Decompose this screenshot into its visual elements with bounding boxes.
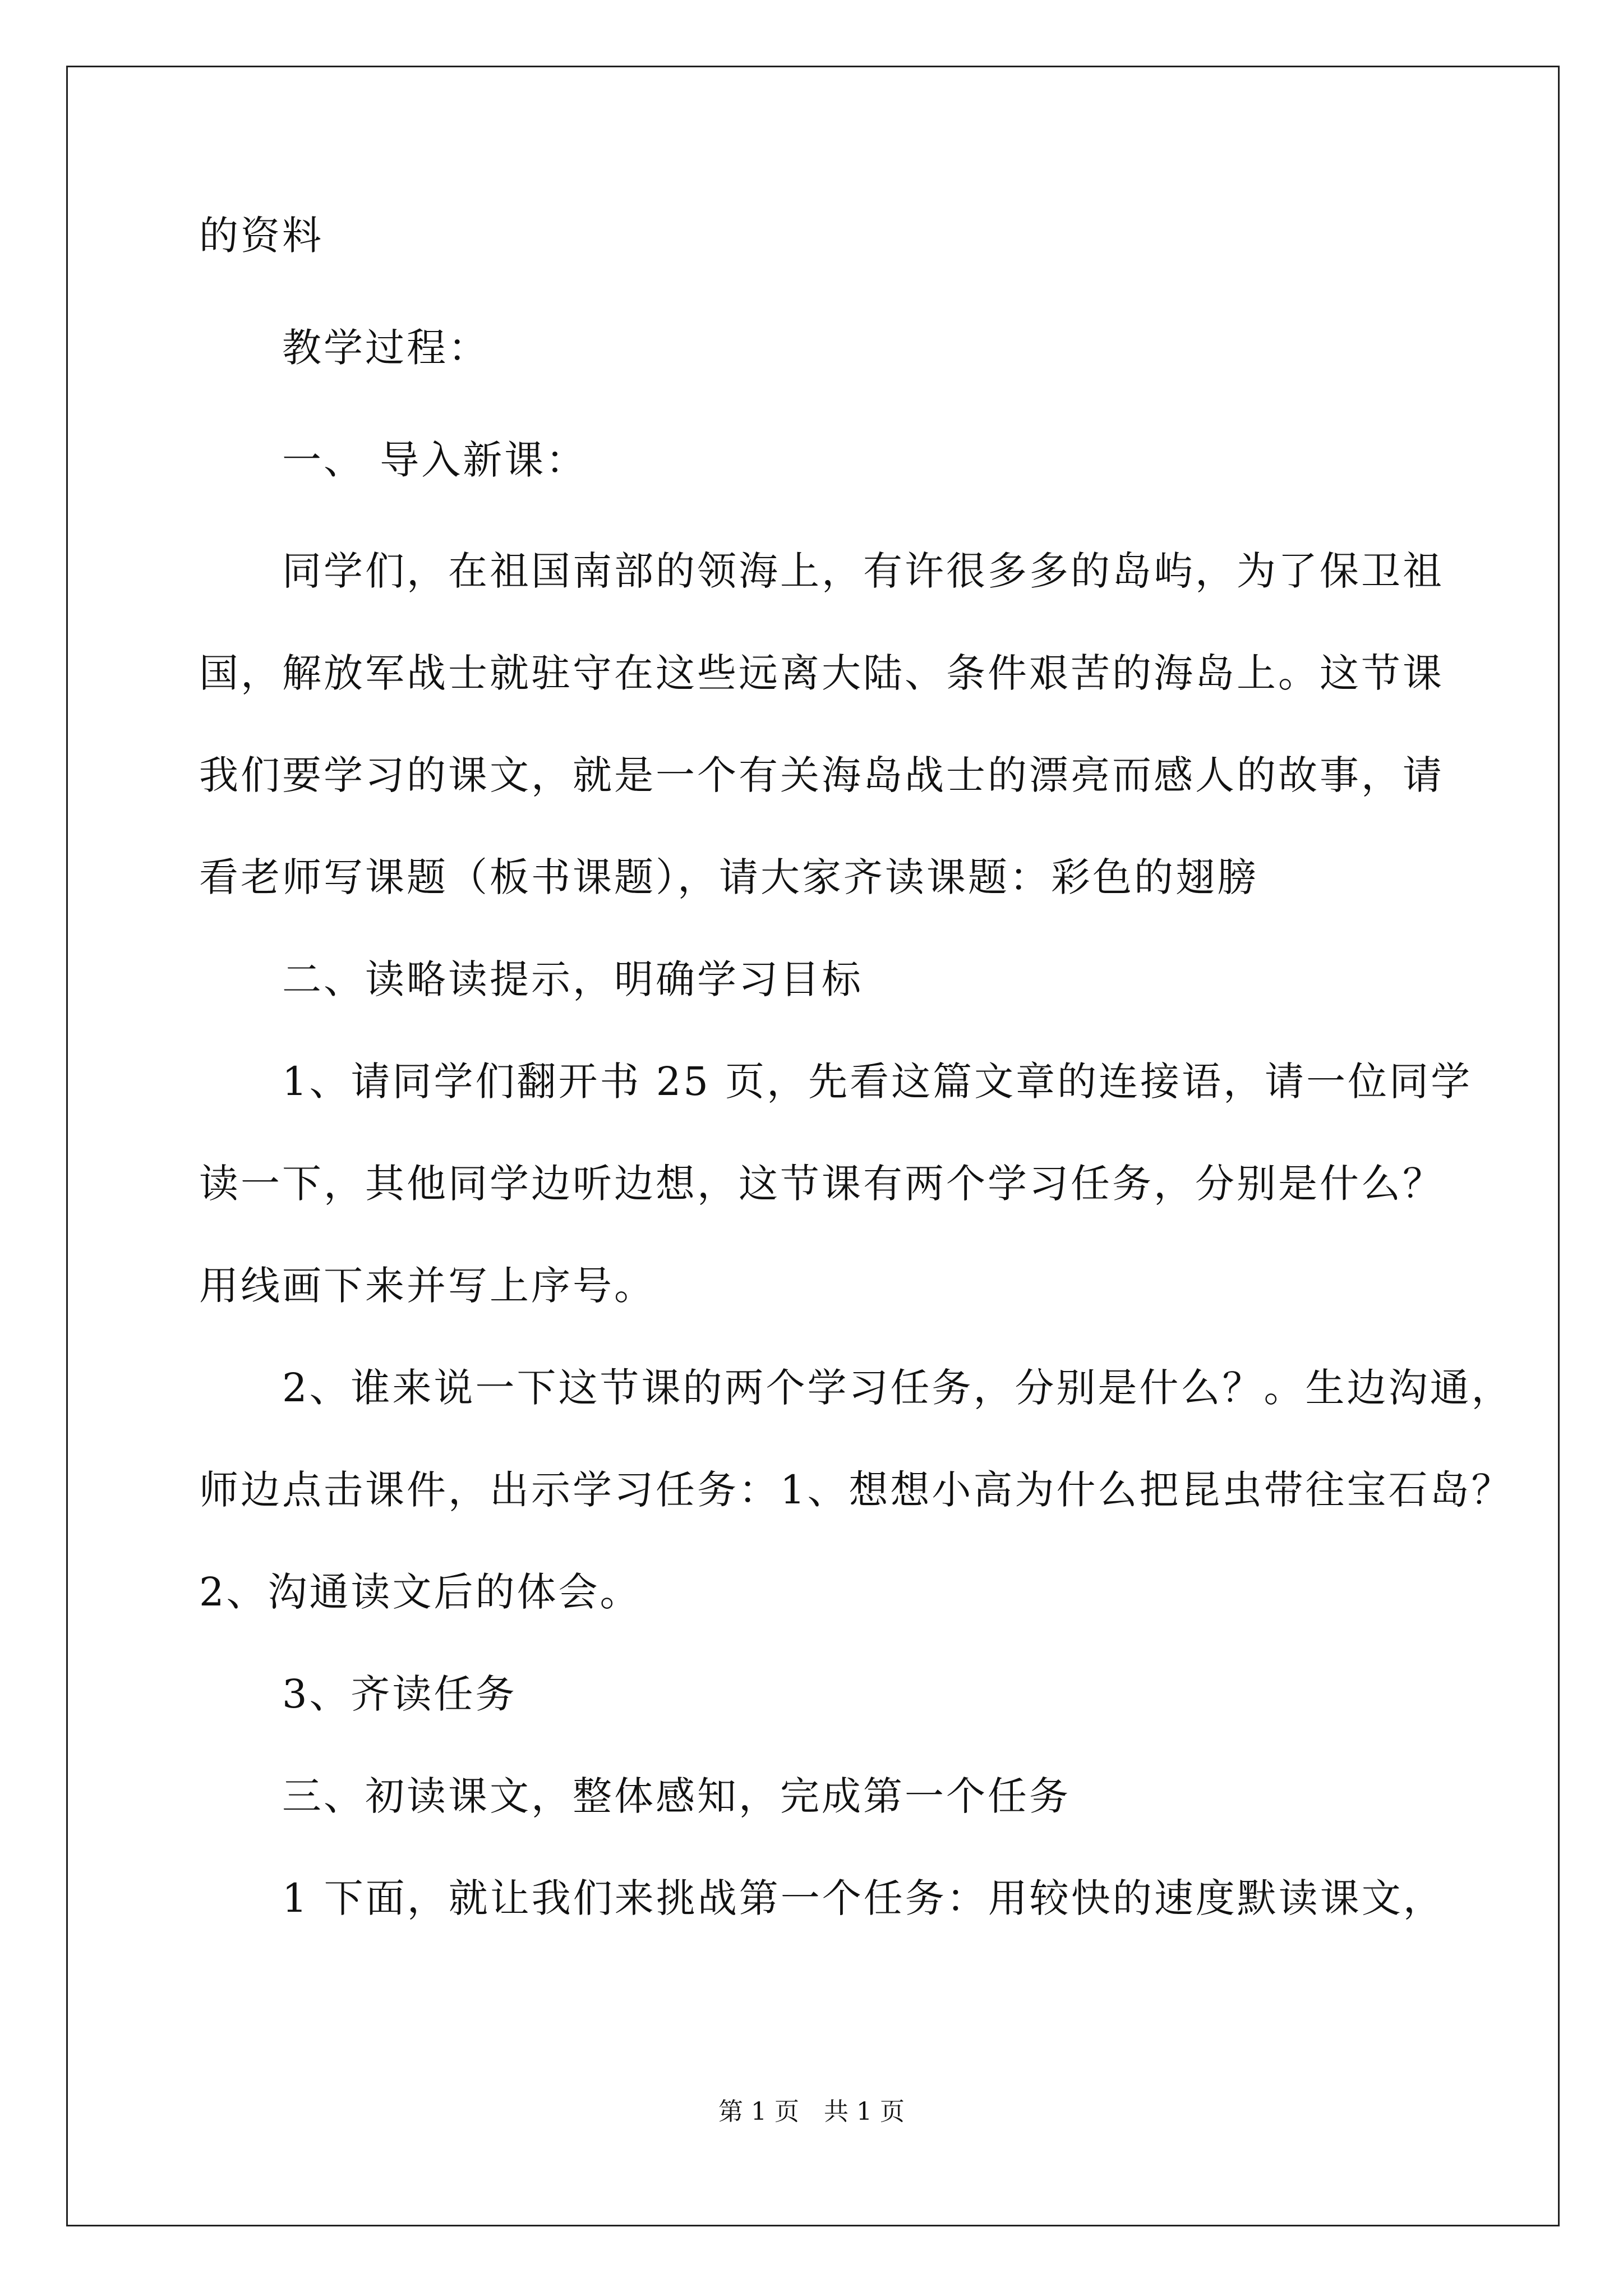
text-line: 1 下面，就让我们来挑战第一个任务：用较快的速度默读课文， (282, 1875, 1445, 1921)
text-line: 用线画下来并写上序号。 (199, 1263, 656, 1309)
text-line: 2、沟通读文后的体会。 (199, 1569, 642, 1615)
section-heading-read-hints: 二、读略读提示，明确学习目标 (282, 956, 863, 1002)
section-heading-intro: 一、 导入新课： (282, 437, 588, 483)
text-line: 1、请同学们翻开书 25 页，先看这篇文章的连接语，请一位同学 (282, 1059, 1473, 1105)
text-line: 看老师写课题（板书课题），请大家齐读课题：彩色的翅膀 (199, 854, 1258, 900)
text-line: 同学们，在祖国南部的领海上，有许很多多的岛屿，为了保卫祖 (282, 548, 1444, 594)
text-line: 2、谁来说一下这节课的两个学习任务，分别是什么？。生边沟通， (282, 1365, 1513, 1411)
text-line: 读一下，其他同学边听边想，这节课有两个学习任务，分别是什么？ (199, 1161, 1444, 1207)
text-line: 的资料 (199, 213, 324, 259)
text-line: 我们要学习的课文，就是一个有关海岛战士的漂亮而感人的故事，请 (199, 752, 1444, 798)
section-heading-first-reading: 三、初读课文，整体感知，完成第一个任务 (282, 1773, 1071, 1819)
text-line: 3、齐读任务 (282, 1671, 517, 1717)
page-number-footer: 第 1 页 共 1 页 (718, 2097, 905, 2126)
text-line: 国，解放军战士就驻守在这些远离大陆、条件艰苦的海岛上。这节课 (199, 650, 1444, 696)
section-heading-teaching-process: 教学过程： (282, 325, 490, 371)
text-line: 师边点击课件，出示学习任务：1、想想小高为什么把昆虫带往宝石岛？ (199, 1467, 1513, 1513)
